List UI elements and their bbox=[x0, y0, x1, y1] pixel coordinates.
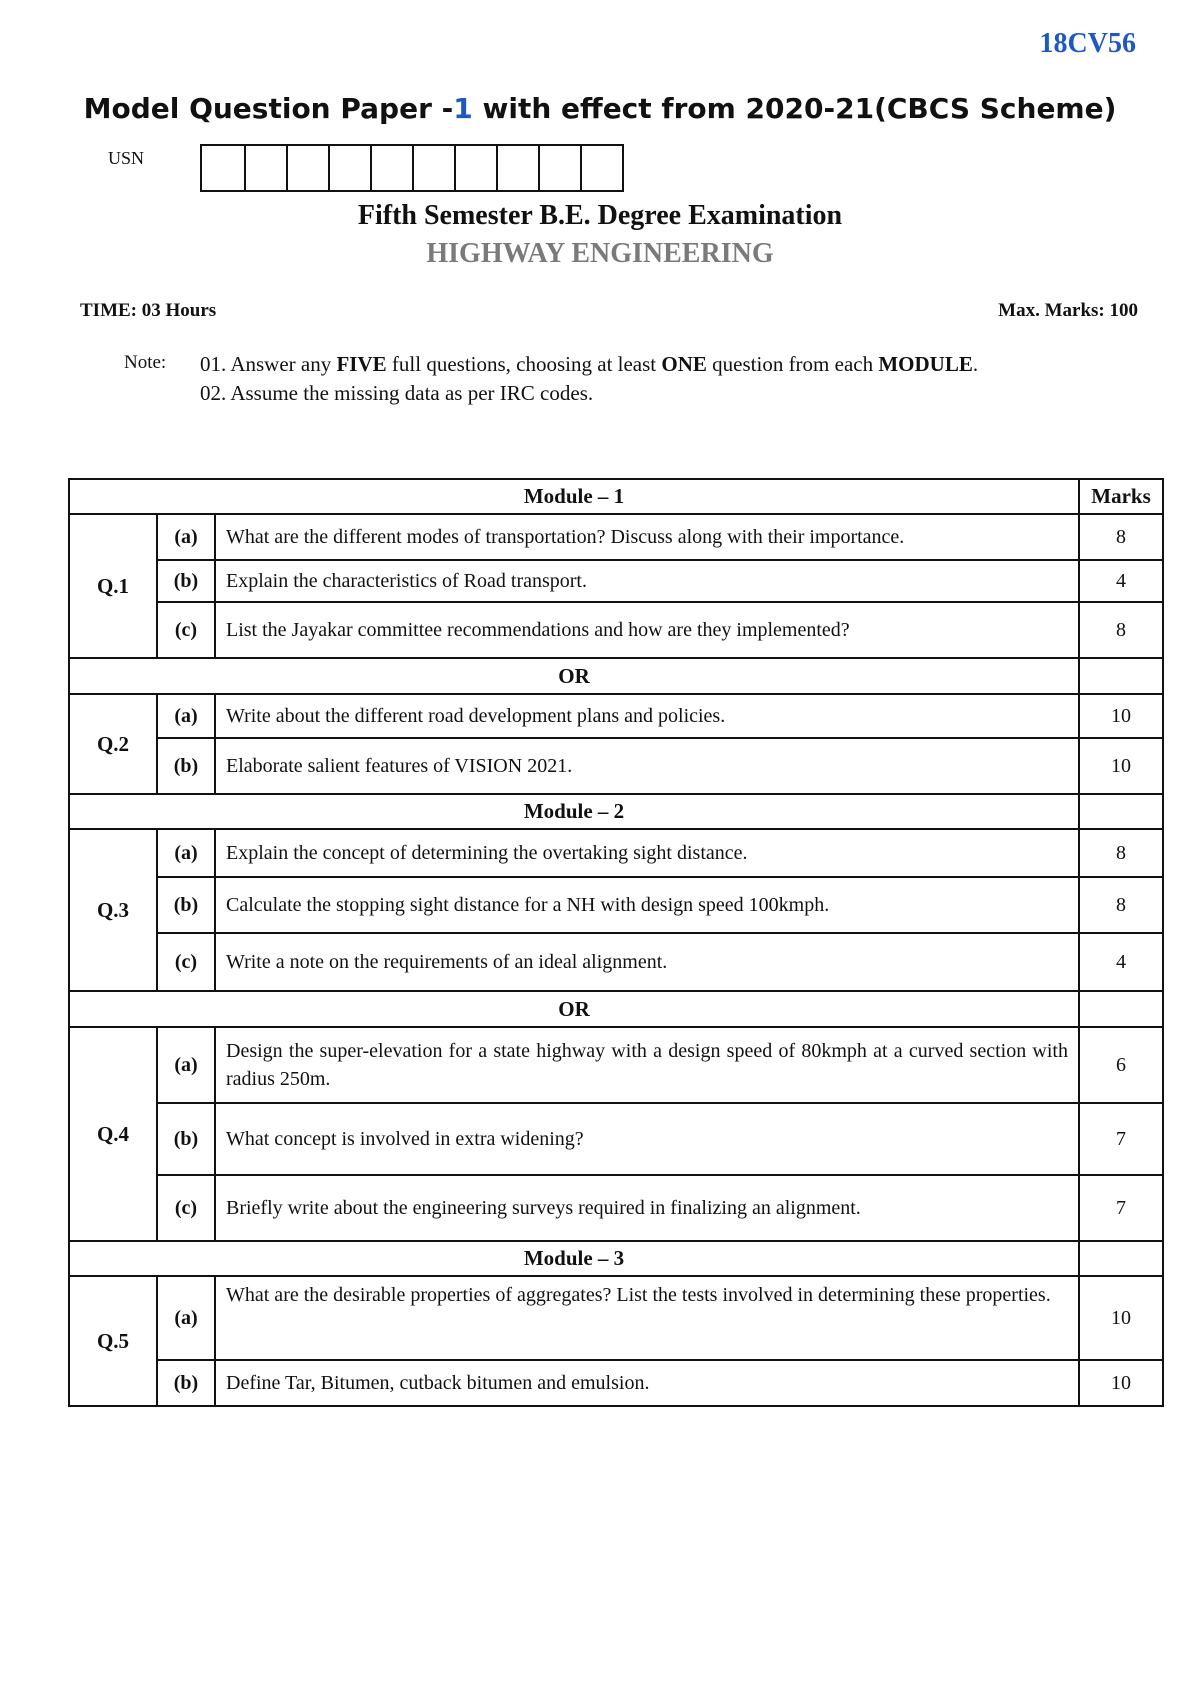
empty-cell bbox=[1079, 1241, 1163, 1276]
usn-box bbox=[496, 146, 538, 190]
title-suffix: with effect from 2020-21(CBCS Scheme) bbox=[482, 92, 1117, 125]
usn-box bbox=[370, 146, 412, 190]
table-row bbox=[69, 1175, 1163, 1241]
note-text: question from each bbox=[706, 352, 879, 376]
or-row bbox=[69, 991, 1163, 1027]
usn-label: USN bbox=[108, 148, 145, 168]
part-label: (a) bbox=[157, 514, 215, 560]
note-line-1 bbox=[200, 350, 978, 379]
marks-value: 8 bbox=[1079, 602, 1163, 658]
note-emphasis: FIVE bbox=[336, 352, 387, 376]
marks-value: 7 bbox=[1079, 1175, 1163, 1241]
question-4-label: Q.4 bbox=[69, 1027, 157, 1241]
question-2-label: Q.2 bbox=[69, 694, 157, 794]
question-text: Briefly write about the engineering surveys required in finalizing an alignment. bbox=[215, 1175, 1079, 1241]
title-prefix: Model Question Paper - bbox=[83, 92, 454, 125]
question-1-label: Q.1 bbox=[69, 514, 157, 658]
marks-value: 10 bbox=[1079, 738, 1163, 794]
table-row bbox=[69, 694, 1163, 738]
subject-title: HIGHWAY ENGINEERING bbox=[426, 238, 774, 269]
question-text: List the Jayakar committee recommendations and how are they implemented? bbox=[215, 602, 1079, 658]
module-1-header-row bbox=[69, 479, 1163, 514]
part-label: (a) bbox=[157, 694, 215, 738]
marks-value: 10 bbox=[1079, 1360, 1163, 1406]
question-text: Write a note on the requirements of an ideal alignment. bbox=[215, 933, 1079, 991]
question-text: What are the desirable properties of aggregates? List the tests involved in determining these properties. bbox=[215, 1276, 1079, 1360]
question-text: Explain the characteristics of Road transport. bbox=[215, 560, 1079, 602]
module-3-header-row bbox=[69, 1241, 1163, 1276]
marks-value: 8 bbox=[1079, 877, 1163, 933]
empty-cell bbox=[1079, 794, 1163, 829]
note-text: full questions, choosing at least bbox=[386, 352, 662, 376]
marks-value: 8 bbox=[1079, 829, 1163, 877]
course-code: 18CV56 bbox=[1039, 28, 1136, 59]
table-row bbox=[69, 602, 1163, 658]
note-label: Note: bbox=[124, 352, 167, 373]
part-label: (a) bbox=[157, 1276, 215, 1360]
question-text: Elaborate salient features of VISION 2021. bbox=[215, 738, 1079, 794]
usn-box bbox=[580, 146, 622, 190]
time-label: TIME: 03 Hours bbox=[80, 300, 217, 321]
questions-table bbox=[68, 478, 1164, 1407]
question-5-label: Q.5 bbox=[69, 1276, 157, 1406]
question-3-label: Q.3 bbox=[69, 829, 157, 991]
usn-box bbox=[454, 146, 496, 190]
question-text: Design the super-elevation for a state highway with a design speed of 80kmph at a curved section with radius 250m. bbox=[215, 1027, 1079, 1103]
marks-value: 4 bbox=[1079, 933, 1163, 991]
note-emphasis: ONE bbox=[661, 352, 707, 376]
part-label: (c) bbox=[157, 602, 215, 658]
or-divider: OR bbox=[69, 658, 1079, 694]
module-2-header-row bbox=[69, 794, 1163, 829]
or-divider: OR bbox=[69, 991, 1079, 1027]
part-label: (c) bbox=[157, 933, 215, 991]
note-emphasis: MODULE bbox=[878, 352, 973, 376]
question-text: What concept is involved in extra widening? bbox=[215, 1103, 1079, 1175]
note-text: 01. Answer any bbox=[200, 352, 337, 376]
table-row bbox=[69, 738, 1163, 794]
table-row bbox=[69, 1103, 1163, 1175]
part-label: (b) bbox=[157, 738, 215, 794]
marks-value: 10 bbox=[1079, 694, 1163, 738]
module-2-heading: Module – 2 bbox=[69, 794, 1079, 829]
part-label: (a) bbox=[157, 829, 215, 877]
table-row bbox=[69, 514, 1163, 560]
marks-value: 4 bbox=[1079, 560, 1163, 602]
part-label: (b) bbox=[157, 560, 215, 602]
part-label: (c) bbox=[157, 1175, 215, 1241]
empty-cell bbox=[1079, 991, 1163, 1027]
table-row bbox=[69, 1360, 1163, 1406]
note-line-2: 02. Assume the missing data as per IRC codes. bbox=[200, 381, 594, 405]
table-row bbox=[69, 829, 1163, 877]
usn-boxes bbox=[200, 144, 624, 192]
usn-box bbox=[538, 146, 580, 190]
part-label: (a) bbox=[157, 1027, 215, 1103]
table-row bbox=[69, 877, 1163, 933]
question-text: Write about the different road development plans and policies. bbox=[215, 694, 1079, 738]
part-label: (b) bbox=[157, 1103, 215, 1175]
table-row bbox=[69, 560, 1163, 602]
empty-cell bbox=[1079, 658, 1163, 694]
marks-value: 10 bbox=[1079, 1276, 1163, 1360]
or-row bbox=[69, 658, 1163, 694]
module-1-heading: Module – 1 bbox=[69, 479, 1079, 514]
paper-title bbox=[0, 92, 1200, 125]
marks-value: 8 bbox=[1079, 514, 1163, 560]
exam-title: Fifth Semester B.E. Degree Examination bbox=[357, 200, 843, 231]
part-label: (b) bbox=[157, 877, 215, 933]
usn-box bbox=[202, 146, 244, 190]
title-number: 1 bbox=[453, 92, 473, 125]
marks-heading: Marks bbox=[1079, 479, 1163, 514]
usn-box bbox=[412, 146, 454, 190]
question-text: Calculate the stopping sight distance for a NH with design speed 100kmph. bbox=[215, 877, 1079, 933]
marks-value: 7 bbox=[1079, 1103, 1163, 1175]
note-lines bbox=[200, 350, 978, 408]
usn-box bbox=[244, 146, 286, 190]
part-label: (b) bbox=[157, 1360, 215, 1406]
max-marks-label: Max. Marks: 100 bbox=[998, 300, 1138, 321]
question-text: Define Tar, Bitumen, cutback bitumen and emulsion. bbox=[215, 1360, 1079, 1406]
usn-box bbox=[286, 146, 328, 190]
table-row bbox=[69, 1276, 1163, 1360]
note-text: . bbox=[972, 352, 979, 376]
marks-value: 6 bbox=[1079, 1027, 1163, 1103]
question-text: What are the different modes of transportation? Discuss along with their importance. bbox=[215, 514, 1079, 560]
usn-box bbox=[328, 146, 370, 190]
module-3-heading: Module – 3 bbox=[69, 1241, 1079, 1276]
question-text: Explain the concept of determining the overtaking sight distance. bbox=[215, 829, 1079, 877]
table-row bbox=[69, 933, 1163, 991]
table-row bbox=[69, 1027, 1163, 1103]
